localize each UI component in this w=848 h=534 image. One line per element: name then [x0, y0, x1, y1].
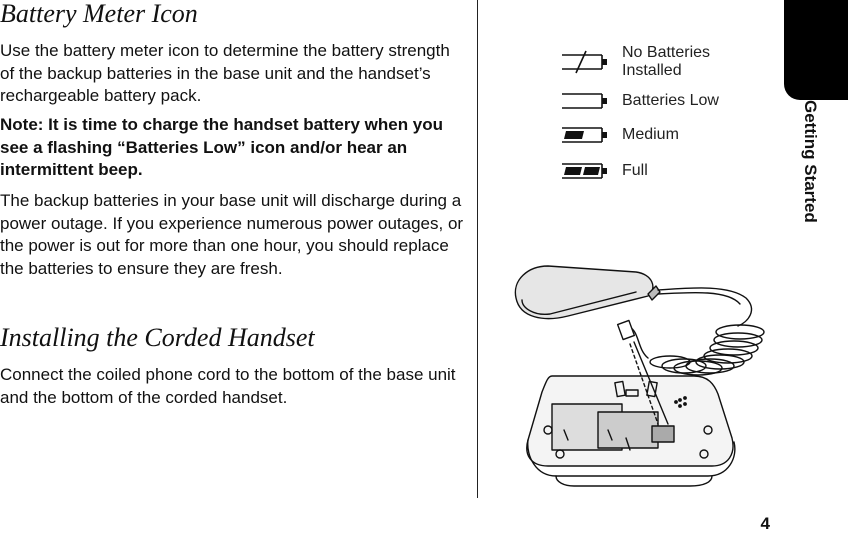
- battery-intro-paragraph: Use the battery meter icon to determine the battery strength of the backup batteries in the base unit and the handset’s rechargeable battery pack.: [0, 41, 450, 105]
- corded-phone-illustration: [508, 258, 778, 490]
- battery-medium-icon: [560, 122, 610, 148]
- note-text: It is time to charge the handset battery when you see a flashing “Batteries Low” icon and/or hear an intermittent beep.: [0, 115, 444, 179]
- corded-handset-paragraph: Connect the coiled phone cord to the bottom of the base unit and the bottom of the corded handset.: [0, 365, 456, 407]
- legend-label-full: Full: [622, 162, 648, 179]
- legend-label-batteries-low: Batteries Low: [622, 92, 719, 109]
- corded-handset-heading: Installing the Corded Handset: [0, 323, 315, 352]
- legend-row-no-batteries: [560, 44, 710, 80]
- battery-empty-crossed-icon: [560, 49, 610, 75]
- power-outage-paragraph: The backup batteries in your base unit will discharge during a power outage. If you experience numerous power outages, or the power is out for more than one hour, you should replace the batteries to ensure they are fresh.: [0, 191, 464, 278]
- chapter-tab-marker: [784, 0, 848, 100]
- battery-meter-heading: Battery Meter Icon: [0, 0, 198, 28]
- legend-row-full: [560, 158, 648, 184]
- battery-note-paragraph: [0, 114, 468, 182]
- legend-row-batteries-low: [560, 88, 719, 114]
- battery-low-icon: [560, 88, 610, 114]
- battery-full-icon: [560, 158, 610, 184]
- legend-row-medium: [560, 122, 679, 148]
- column-divider: [477, 0, 478, 498]
- legend-label-medium: Medium: [622, 126, 679, 143]
- chapter-tab-label: Getting Started: [801, 100, 820, 223]
- page-number: 4: [760, 514, 770, 533]
- note-label: Note:: [0, 115, 44, 134]
- legend-label-no-batteries: No Batteries Installed: [622, 44, 711, 79]
